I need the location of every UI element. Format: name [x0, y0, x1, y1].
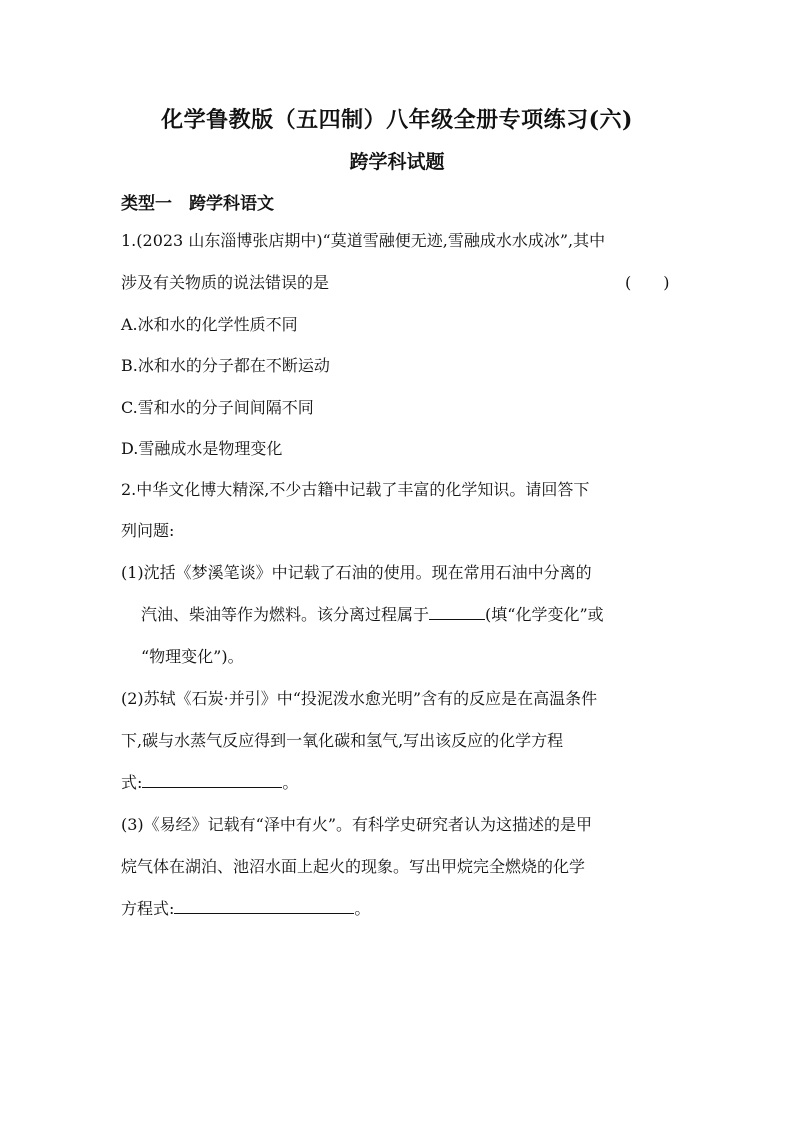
q2-sub2-line-1: (2)苏轼《石炭·并引》中“投泥泼水愈光明”含有的反应是在高温条件 [121, 689, 598, 708]
q2-sub1-text-a: 汽油、柴油等作为燃料。该分离过程属于 [141, 605, 430, 624]
q1-answer-paren: ( ) [625, 273, 670, 292]
q2-sub2-text-a: 式: [121, 773, 143, 792]
q2-line-2: 列问题: [121, 521, 175, 540]
q1-option-d: D.雪融成水是物理变化 [121, 439, 283, 458]
q1-option-b: B.冰和水的分子都在不断运动 [121, 356, 330, 375]
q2-sub1-line-1: (1)沈括《梦溪笔谈》中记载了石油的使用。现在常用石油中分离的 [121, 563, 592, 582]
q2-sub3-line-1: (3)《易经》记载有“泽中有火”。有科学史研究者认为这描述的是甲 [121, 815, 593, 834]
q2-line-1: 2.中华文化博大精深,不少古籍中记载了丰富的化学知识。请回答下 [121, 480, 590, 499]
q2-sub3-line-3 [121, 898, 676, 920]
q1-option-a: A.冰和水的化学性质不同 [121, 315, 298, 334]
q1-line-1: 1.(2023 山东淄博张店期中)“莫道雪融便无迹,雪融成水水成冰”,其中 [121, 231, 606, 250]
q1-option-c: C.雪和水的分子间间隔不同 [121, 398, 314, 417]
q2-sub2-line-2: 下,碳与水蒸气反应得到一氧化碳和氢气,写出该反应的化学方程 [121, 731, 564, 750]
section-heading: 类型一 跨学科语文 [121, 194, 274, 214]
q1-line-2: 涉及有关物质的说法错误的是 [121, 273, 330, 292]
answer-blank-3[interactable] [174, 898, 354, 914]
page-title: 化学鲁教版（五四制）八年级全册专项练习(六) [161, 107, 633, 133]
page-subtitle: 跨学科试题 [349, 151, 445, 173]
answer-blank-1[interactable] [429, 604, 485, 620]
q2-sub2-text-b: 。 [282, 773, 299, 792]
q2-sub3-text-a: 方程式: [121, 899, 175, 918]
q2-sub3-text-b: 。 [354, 899, 371, 918]
q2-sub3-line-2: 烷气体在湖泊、池沼水面上起火的现象。写出甲烷完全燃烧的化学 [121, 857, 586, 876]
answer-blank-2[interactable] [142, 772, 282, 788]
q2-sub1-line-3: “物理变化”)。 [141, 647, 244, 666]
q2-sub1-text-b: (填“化学变化”或 [485, 605, 604, 624]
q2-sub1-line-2 [141, 604, 676, 626]
q2-sub2-line-3 [121, 772, 676, 794]
